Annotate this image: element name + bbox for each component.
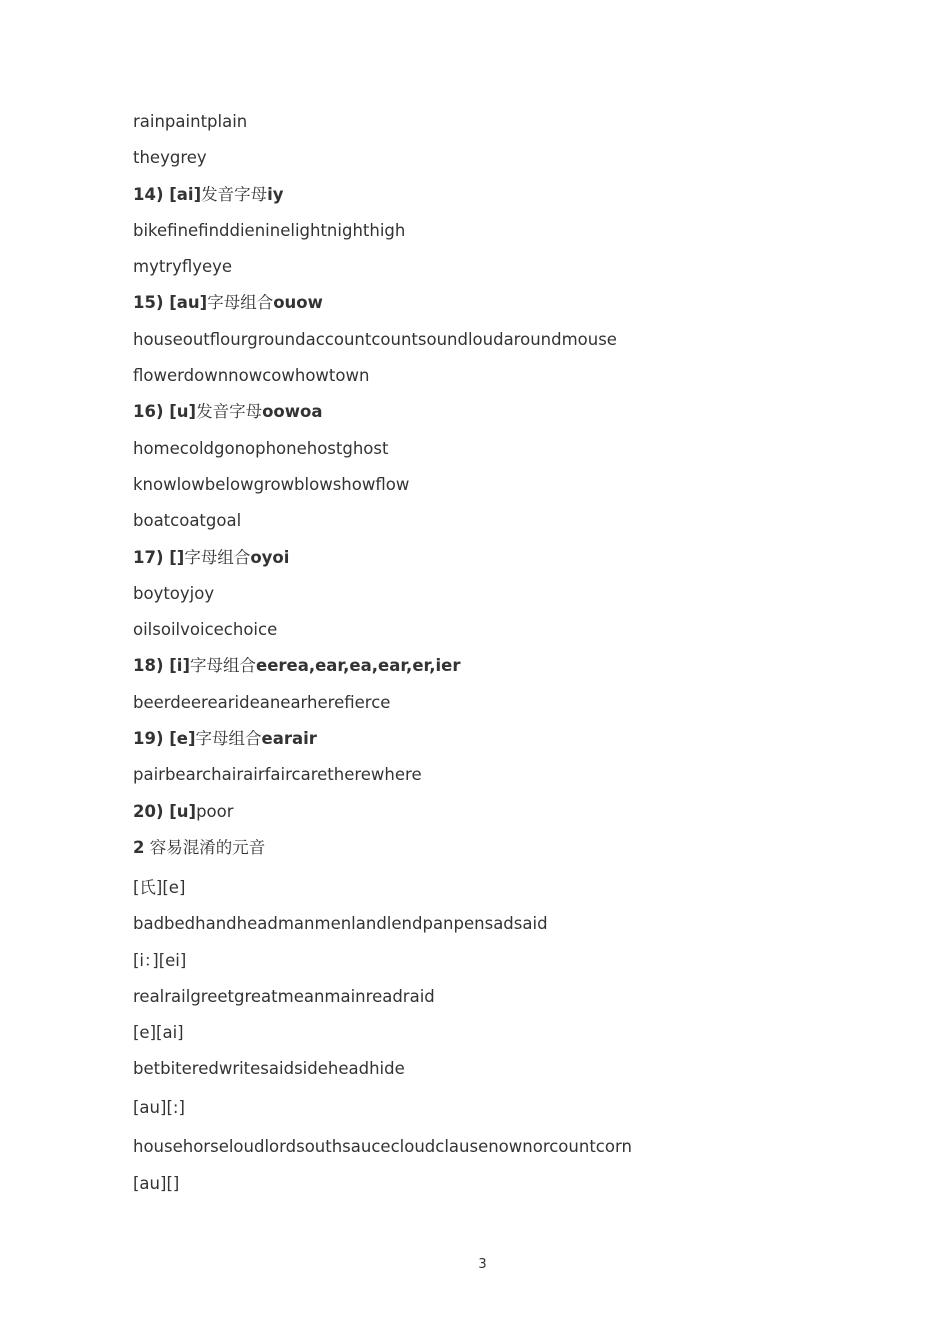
text-line: beerdeerearideanearherefierce — [133, 692, 391, 712]
text-line: househorseloudlordsouthsaucecloudclausenownorcountcorn — [133, 1137, 632, 1157]
section-heading — [133, 655, 833, 677]
text-line: houseoutflourgroundaccountcountsoundloudaroundmouse — [133, 329, 617, 349]
heading-number: 14) [ai] — [133, 184, 202, 204]
section-heading — [133, 547, 833, 569]
page-content — [133, 111, 833, 1195]
section-heading — [133, 837, 833, 859]
heading-letters: oyoi — [250, 547, 290, 567]
text-line: mytryflyeye — [133, 257, 233, 277]
text-line: knowlowbelowgrowblowshowflow — [133, 474, 410, 494]
section-heading — [133, 401, 833, 423]
heading-letters: ouow — [273, 293, 323, 313]
text-line: rainpaintplain — [133, 112, 248, 131]
text-line: flowerdownnowcowhowtown — [133, 366, 370, 386]
heading-cjk: 字母组合 — [195, 729, 262, 749]
heading-cjk: 字母组合 — [207, 293, 274, 313]
text-line: pairbearchairairfaircaretherewhere — [133, 765, 422, 785]
page-number: 3 — [478, 1257, 487, 1272]
heading-letters: earair — [261, 729, 317, 749]
section-heading — [133, 728, 833, 750]
text-line: oilsoilvoicechoice — [133, 620, 278, 640]
heading-number: 2 — [133, 837, 145, 857]
text-line: [au][] — [133, 1173, 180, 1193]
text-line: boatcoatgoal — [133, 511, 242, 531]
heading-cjk: 容易混淆的元音 — [144, 837, 266, 857]
text-line: betbiteredwritesaidsideheadhide — [133, 1059, 405, 1079]
heading-number: 19) [e] — [133, 729, 196, 749]
heading-letters: eerea,ear,ea,ear,er,ier — [256, 656, 461, 676]
heading-cjk: 字母组合 — [190, 656, 256, 676]
heading-number: 15) [au] — [133, 293, 208, 313]
text-line: [i：][ei] — [133, 950, 187, 970]
heading-tail: poor — [196, 801, 234, 821]
heading-number: 17) [] — [133, 547, 185, 567]
heading-letters: iy — [267, 184, 284, 204]
section-heading — [133, 292, 833, 314]
section-heading — [133, 184, 833, 206]
heading-number: 18) [i] — [133, 656, 190, 676]
text-line: [au][:] — [133, 1098, 185, 1118]
text-line: homecoldgonophonehostghost — [133, 438, 389, 458]
text-line: [e][ai] — [133, 1023, 184, 1043]
text-line: [氏][e] — [133, 877, 186, 897]
heading-cjk: 字母组合 — [184, 547, 251, 567]
text-line: theygrey — [133, 148, 207, 168]
heading-cjk: 发音字母 — [196, 402, 263, 422]
section-heading — [133, 801, 833, 823]
text-line: badbedhandheadmanmenlandlendpanpensadsaid — [133, 914, 548, 934]
heading-cjk: 发音字母 — [201, 184, 268, 204]
heading-number: 20) [u] — [133, 801, 197, 821]
text-line: bikefinefinddieninelightnighthigh — [133, 220, 406, 240]
text-line: realrailgreetgreatmeanmainreadraid — [133, 986, 435, 1006]
text-line: boytoyjoy — [133, 583, 215, 603]
heading-number: 16) [u] — [133, 402, 197, 422]
heading-letters: oowoa — [262, 402, 323, 422]
